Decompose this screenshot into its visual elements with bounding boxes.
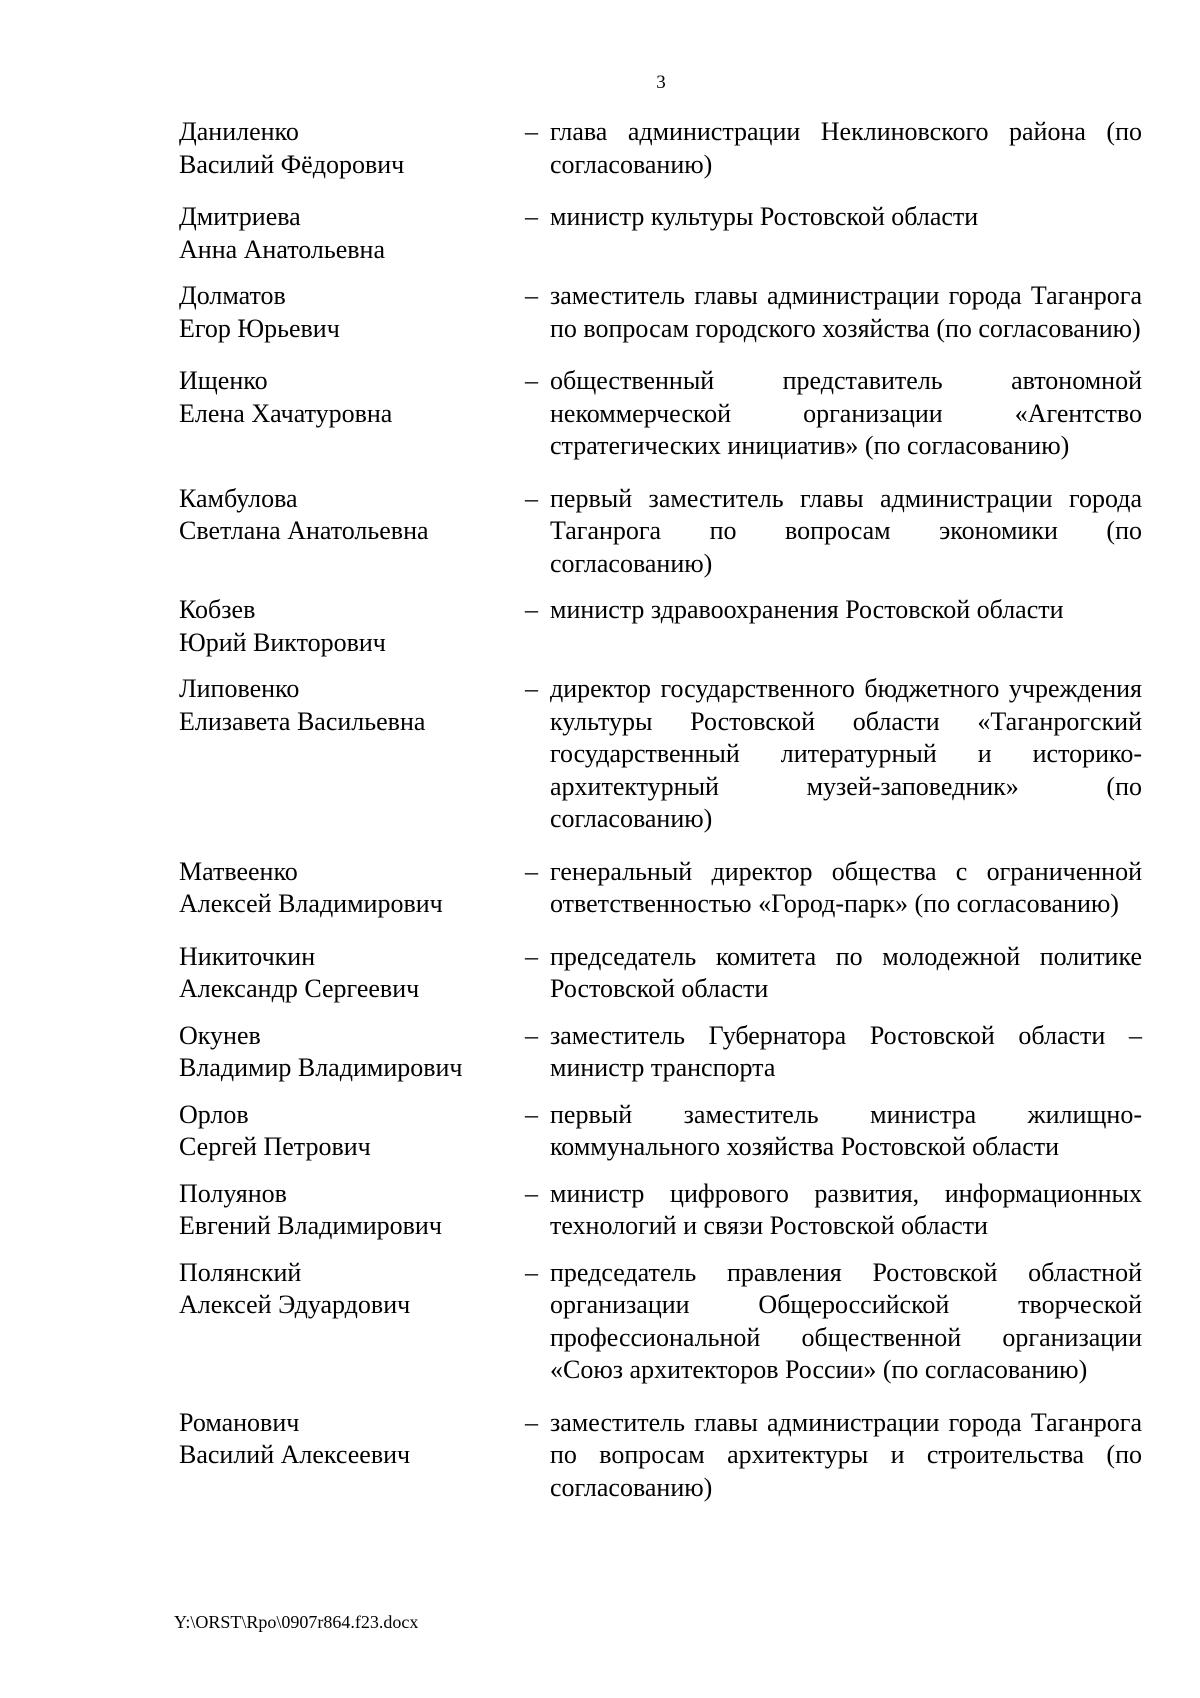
member-role: первый заместитель главы администрации города Таганрога по вопросам экономики (по согласованию)	[550, 483, 1142, 578]
member-role: председатель комитета по молодежной политике Ростовской области	[550, 941, 1142, 1003]
member-name	[179, 1020, 525, 1085]
file-path-footer: Y:\ORST\Rpo\0907r864.f23.docx	[174, 1612, 419, 1632]
member-name	[179, 673, 525, 836]
member-given-name: Анна Анатольевна	[179, 234, 385, 264]
member-row	[179, 1099, 1149, 1164]
member-surname: Никиточкин	[179, 941, 316, 971]
member-surname: Полянский	[179, 1257, 302, 1287]
member-name	[179, 1099, 525, 1164]
member-given-name: Василий Алексеевич	[179, 1440, 411, 1469]
dash-separator: –	[525, 595, 538, 624]
member-given-name: Евгений Владимирович	[179, 1211, 442, 1240]
member-role: первый заместитель министра жилищно-коммунального хозяйства Ростовской области	[550, 1099, 1142, 1161]
member-row	[179, 941, 1149, 1006]
member-row	[179, 365, 1149, 463]
member-row	[179, 201, 1149, 266]
member-role: министр культуры Ростовской области	[550, 202, 979, 231]
member-name	[179, 1257, 525, 1387]
member-name	[179, 594, 525, 659]
member-row	[179, 856, 1149, 921]
member-role: министр цифрового развития, информационных технологий и связи Ростовской области	[550, 1178, 1142, 1240]
member-name	[179, 116, 525, 181]
member-name	[179, 856, 525, 921]
member-surname: Ищенко	[179, 366, 268, 395]
member-surname: Кобзев	[179, 595, 256, 624]
member-given-name: Егор Юрьевич	[179, 313, 340, 343]
member-given-name: Василий Фёдорович	[179, 149, 405, 179]
member-surname: Окунев	[179, 1020, 261, 1050]
member-row	[179, 1407, 1149, 1505]
dash-separator: –	[525, 1257, 538, 1287]
member-surname: Матвеенко	[179, 856, 298, 886]
member-given-name: Сергей Петрович	[179, 1132, 371, 1161]
member-surname: Дмитриева	[179, 202, 301, 231]
member-name	[179, 365, 525, 463]
member-name	[179, 280, 525, 345]
dash-separator: –	[525, 941, 538, 971]
member-role: министр здравоохранения Ростовской области	[550, 595, 1064, 624]
member-given-name: Владимир Владимирович	[179, 1053, 463, 1082]
dash-separator: –	[525, 366, 538, 395]
member-given-name: Юрий Викторович	[179, 627, 386, 657]
member-surname: Романович	[179, 1407, 300, 1437]
member-role: глава администрации Неклиновского района (по согласованию)	[550, 117, 1142, 179]
page-number: 3	[656, 72, 666, 93]
dash-separator: –	[525, 202, 538, 231]
member-given-name: Елена Хачатуровна	[179, 398, 393, 428]
member-role: заместитель Губернатора Ростовской области – министр транспорта	[550, 1020, 1142, 1082]
member-role: заместитель главы администрации города Таганрога по вопросам архитектуры и строительства (по согласованию)	[550, 1407, 1142, 1502]
member-surname: Орлов	[179, 1099, 249, 1129]
member-name	[179, 483, 525, 581]
dash-separator: –	[525, 856, 538, 886]
member-surname: Даниленко	[179, 117, 299, 146]
member-given-name: Светлана Анатольевна	[179, 516, 429, 545]
member-surname: Долматов	[179, 281, 286, 310]
member-name	[179, 941, 525, 1006]
dash-separator: –	[525, 483, 538, 513]
dash-separator: –	[525, 674, 538, 703]
member-row	[179, 1178, 1149, 1243]
member-row	[179, 1257, 1149, 1387]
member-role: председатель правления Ростовской областной организации Общероссийской творческой профессиональной общественной организации «Союз архитекторов России» (по согласованию)	[550, 1257, 1142, 1384]
member-row	[179, 1020, 1149, 1085]
member-row	[179, 116, 1149, 181]
dash-separator: –	[525, 1099, 538, 1129]
member-row	[179, 673, 1149, 836]
member-row	[179, 483, 1149, 581]
member-surname: Камбулова	[179, 483, 298, 513]
member-given-name: Алексей Эдуардович	[179, 1290, 411, 1319]
member-name	[179, 1407, 525, 1505]
member-role: генеральный директор общества с ограниченной ответственностью «Город-парк» (по согласованию)	[550, 856, 1142, 918]
dash-separator: –	[525, 1178, 538, 1208]
dash-separator: –	[525, 281, 538, 310]
member-given-name: Александр Сергеевич	[179, 974, 420, 1003]
dash-separator: –	[525, 1020, 538, 1050]
member-role: директор государственного бюджетного учреждения культуры Ростовской области «Таганрогский государственный литературный и историко-архитектурный музей-заповедник» (по согласованию)	[550, 674, 1142, 833]
member-role: заместитель главы администрации города Таганрога по вопросам городского хозяйства (по согласованию)	[550, 281, 1142, 343]
member-surname: Липовенко	[179, 674, 300, 703]
member-given-name: Елизавета Васильевна	[179, 706, 426, 736]
member-name	[179, 1178, 525, 1243]
dash-separator: –	[525, 117, 538, 146]
member-row	[179, 594, 1149, 659]
member-surname: Полуянов	[179, 1178, 287, 1208]
member-role: общественный представитель автономной некоммерческой организации «Агентство стратегических инициатив» (по согласованию)	[550, 366, 1142, 460]
member-row	[179, 280, 1149, 345]
dash-separator: –	[525, 1407, 538, 1437]
member-given-name: Алексей Владимирович	[179, 889, 443, 918]
member-name	[179, 201, 525, 266]
member-roster	[179, 116, 1149, 1504]
